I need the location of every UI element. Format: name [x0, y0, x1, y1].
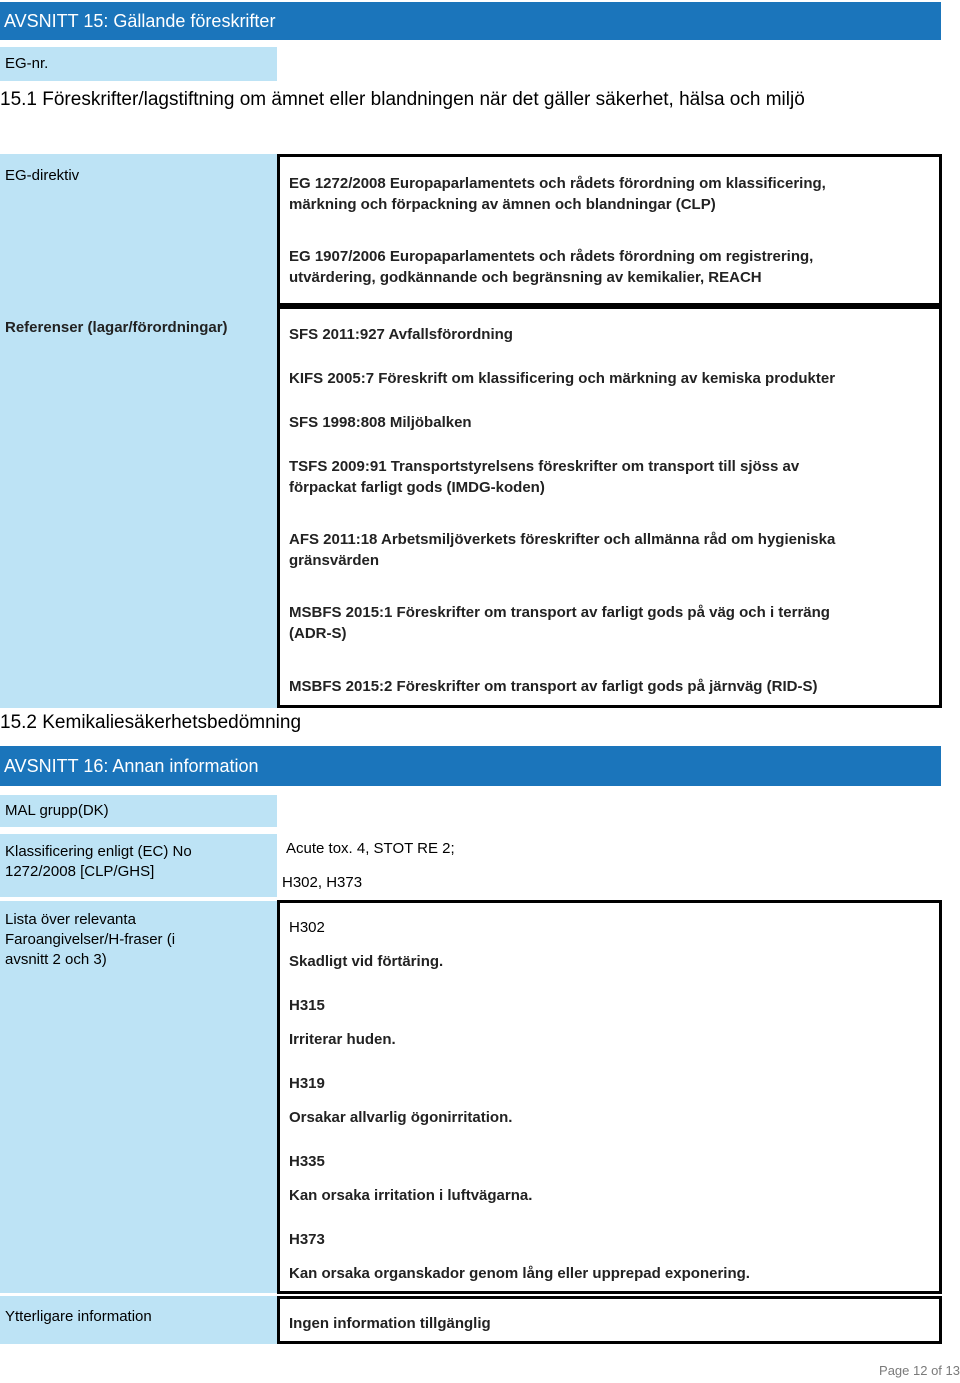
- mal-grupp-label-cell: [0, 795, 277, 827]
- referens-item: AFS 2011:18 Arbetsmiljöverkets föreskrifter och allmänna råd om hygieniska gränsvärden: [289, 531, 836, 569]
- eg-direktiv-label-cell: [0, 154, 277, 306]
- page-number: Page 12 of 13: [879, 1363, 960, 1378]
- klassificering-value: Acute tox. 4, STOT RE 2;: [286, 840, 455, 857]
- h-phrases-box: [277, 900, 942, 1294]
- referens-item: KIFS 2005:7 Föreskrift om klassificering och märkning av kemiska produkter: [289, 370, 836, 387]
- referens-item: TSFS 2009:91 Transportstyrelsens föreskrifter om transport till sjöss av förpackat farligt gods (IMDG-koden): [289, 458, 800, 496]
- h-phrase-text: Skadligt vid förtäring.: [289, 953, 444, 970]
- section-16-title: AVSNITT 16: Annan information: [4, 755, 259, 776]
- h-phrase-code: H315: [289, 997, 325, 1014]
- ytterligare-value: Ingen information tillgänglig: [289, 1315, 491, 1332]
- referens-item: MSBFS 2015:1 Föreskrifter om transport av farligt gods på väg och i terräng (ADR-S): [289, 604, 830, 642]
- section-16-header: [0, 746, 941, 786]
- mal-grupp-label: MAL grupp(DK): [5, 802, 109, 819]
- eg-direktiv-box: [277, 154, 942, 306]
- h-phrase-text: Kan orsaka irritation i luftvägarna.: [289, 1187, 533, 1204]
- eg-direktiv-item: EG 1907/2006 Europaparlamentets och rådets förordning om registrering, utvärdering, godkännande och begränsning av kemikalier, REACH: [289, 248, 814, 286]
- h-phrase-text: Orsakar allvarlig ögonirritation.: [289, 1109, 513, 1126]
- section-15-header: [0, 2, 941, 40]
- h-phrase-code: H373: [289, 1231, 325, 1248]
- eg-direktiv-item: EG 1272/2008 Europaparlamentets och rådets förordning om klassificering, märkning och förpackning av ämnen och blandningar (CLP): [289, 175, 826, 213]
- referens-item: MSBFS 2015:2 Föreskrifter om transport av farligt gods på järnväg (RID-S): [289, 678, 818, 695]
- h-phrase-text: Irriterar huden.: [289, 1031, 396, 1048]
- ytterligare-label-cell: [0, 1296, 277, 1344]
- subsection-15-2-title: 15.2 Kemikaliesäkerhetsbedömning: [0, 712, 305, 736]
- eg-nr-label: EG-nr.: [5, 55, 49, 72]
- referens-item: SFS 2011:927 Avfallsförordning: [289, 326, 513, 343]
- referenser-label-cell: [0, 306, 277, 708]
- referenser-box: [277, 306, 942, 708]
- h-phrase-code: H319: [289, 1075, 325, 1092]
- subsection-15-1-title: 15.1 Föreskrifter/lagstiftning om ämnet eller blandningen när det gäller säkerhet, hälsa och miljö: [0, 89, 805, 110]
- h-phrase-code: H335: [289, 1153, 325, 1170]
- lista-h-fraser-label-cell: Lista över relevanta Faroangivelser/H-fraser (i avsnitt 2 och 3): [0, 901, 277, 1293]
- h-codes-value: H302, H373: [282, 874, 363, 891]
- section-15-title: AVSNITT 15: Gällande föreskrifter: [4, 10, 276, 31]
- referenser-label: Referenser (lagar/förordningar): [5, 319, 228, 336]
- klassificering-label-cell: Klassificering enligt (EC) No 1272/2008 [CLP/GHS]: [0, 834, 277, 897]
- referens-item: SFS 1998:808 Miljöbalken: [289, 414, 472, 431]
- h-phrase-code: H302: [289, 919, 325, 936]
- ytterligare-box: [277, 1296, 942, 1344]
- eg-nr-label-cell: [0, 47, 277, 81]
- eg-direktiv-label: EG-direktiv: [5, 167, 80, 184]
- h-phrase-text: Kan orsaka organskador genom lång eller upprepad exponering.: [289, 1265, 750, 1282]
- ytterligare-label: Ytterligare information: [5, 1308, 152, 1325]
